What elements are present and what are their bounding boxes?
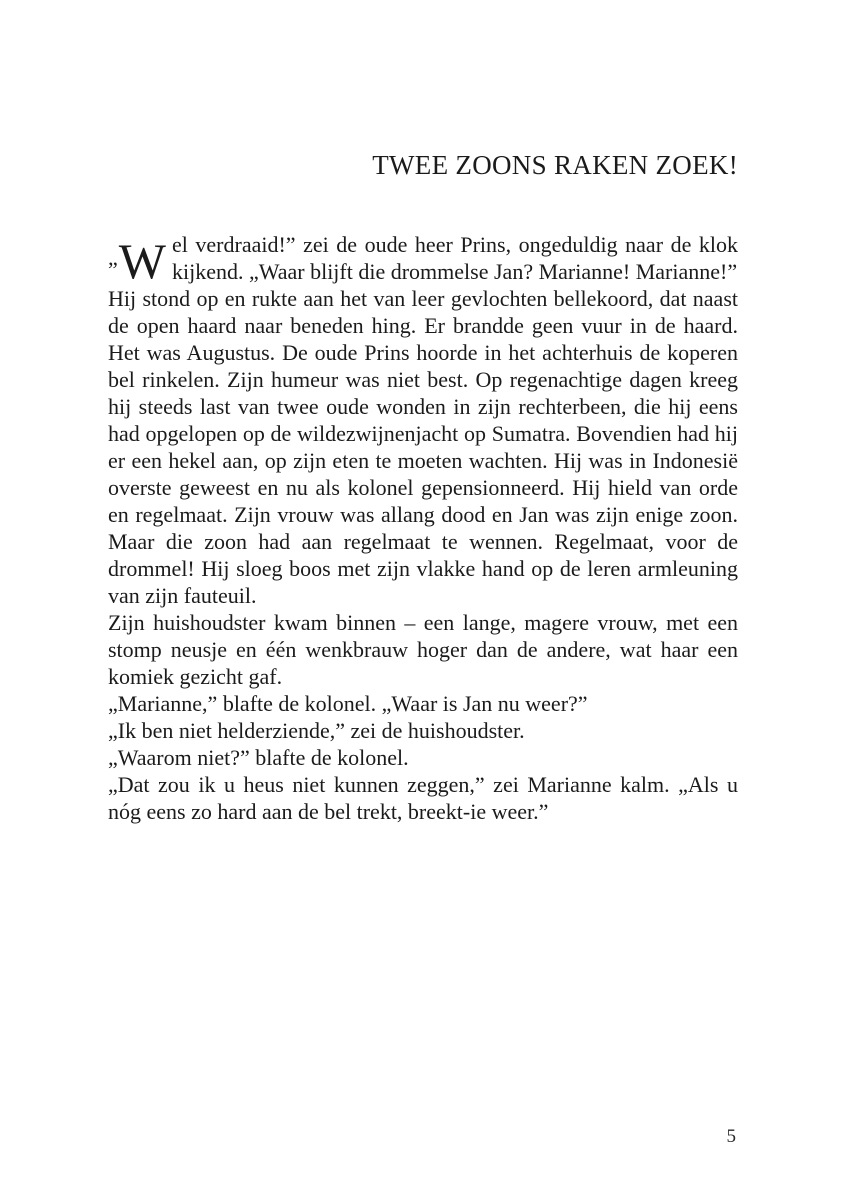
body-paragraph: Hij stond op en rukte aan het van leer gevlochten bellekoord, dat naast de open haard naar beneden hing. Er brandde geen vuur in de haard. Het was Augustus. De oude Prins hoorde in het achterhuis de koperen bel rinkelen. Zijn humeur was niet best. Op regenachtige dagen kreeg hij steeds last van twee oude wonden in zijn rechterbeen, die hij eens had opgelopen op de wildezwijnenjacht op Sumatra. Bovendien had hij er een hekel aan, op zijn eten te moeten wachten. Hij was in Indonesië overste geweest en nu als kolonel gepensionneerd. Hij hield van orde en regelmaat. Zijn vrouw was allang dood en Jan was zijn enige zoon. Maar die zoon had aan regelmaat te wennen. Regelmaat, voor de drommel! Hij sloeg boos met zijn vlakke hand op de leren armleuning van zijn fauteuil. [108,286,738,608]
body-paragraph: „Waarom niet?” blafte de kolonel. [108,745,409,770]
body-paragraph: „Dat zou ik u heus niet kunnen zeggen,” zei Marianne kalm. „Als u nóg eens zo hard aan de bel trekt, breekt-ie weer.” [108,772,738,824]
drop-cap [108,231,166,289]
body-paragraph: „Marianne,” blafte de kolonel. „Waar is Jan nu weer?” [108,691,588,716]
chapter-title: TWEE ZOONS RAKEN ZOEK! [372,150,738,180]
body-paragraph: Zijn huishoudster kwam binnen – een lange, magere vrouw, met een stomp neusje en één wenkbrauw hoger dan de andere, wat haar een komiek gezicht gaf. [108,610,738,689]
opening-paragraph [108,231,738,289]
low-quote-mark: „ [108,245,118,270]
page-number: 5 [726,1126,736,1147]
opening-paragraph-text: el verdraaid!” zei de oude heer Prins, ongeduldig naar de klok kijkend. „Waar blijft die drommelse Jan? Marianne! Marianne!” [171,232,738,284]
body-paragraph: „Ik ben niet helderziende,” zei de huishoudster. [108,718,525,743]
drop-cap-letter: W [118,233,166,289]
page-content [108,231,738,825]
